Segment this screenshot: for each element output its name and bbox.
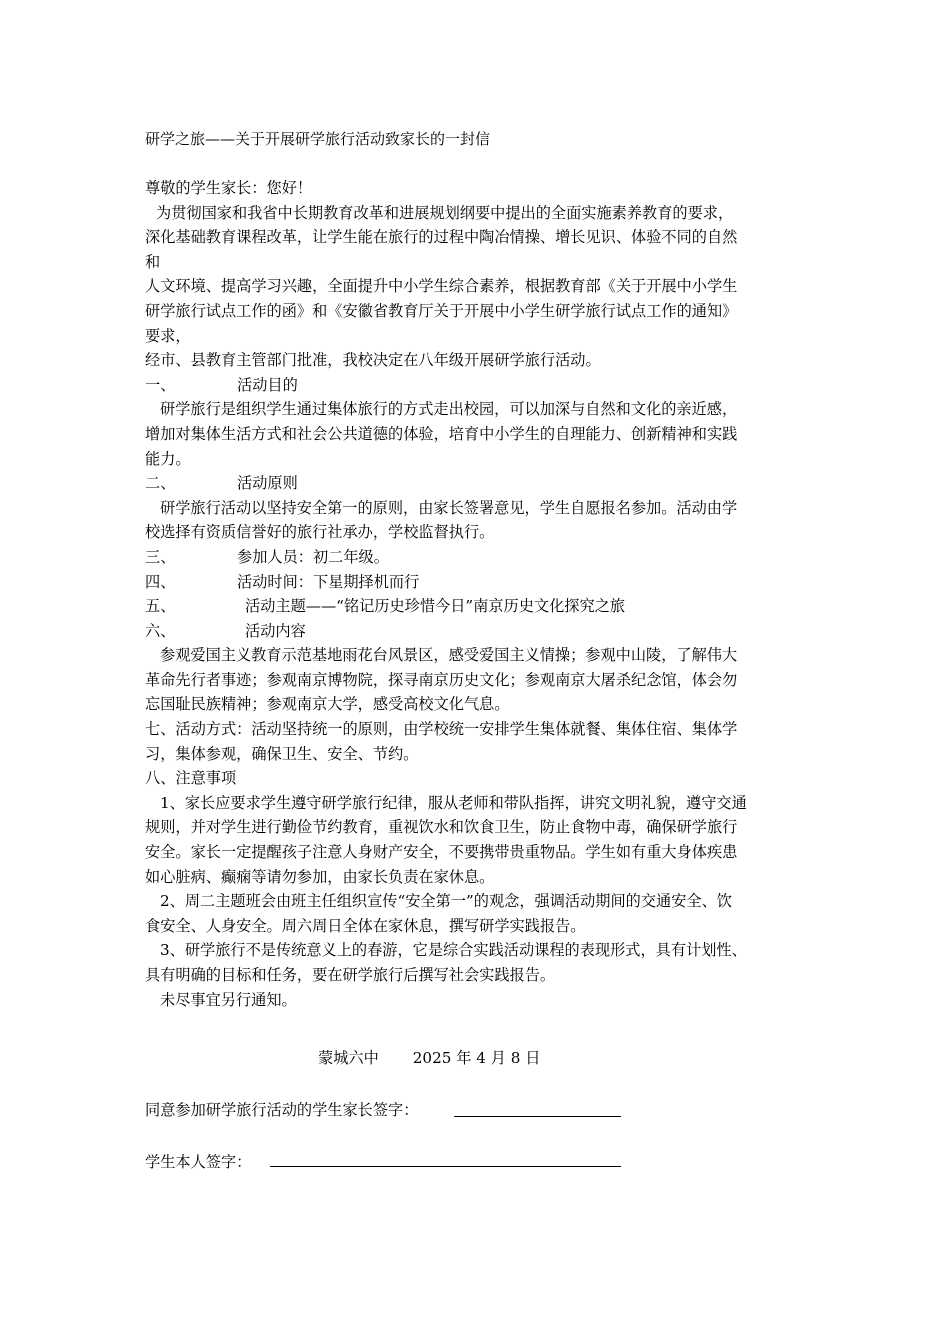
intro-line: 经市、县教育主管部门批准，我校决定在八年级开展研学旅行活动。 bbox=[145, 351, 601, 370]
notice-text: 食安全、人身安全。周六周日全体在家休息，撰写研学实践报告。 bbox=[145, 916, 586, 935]
intro-line: 研学旅行试点工作的函》和《安徽省教育厅关于开展中小学生研学旅行试点工作的通知》 bbox=[145, 301, 738, 320]
section-text: 增加对集体生活方式和社会公共道德的体验，培育中小学生的自理能力、创新精神和实践 bbox=[145, 424, 738, 443]
notice-text: 如心脏病、癫痫等请勿参加，由家长负责在家休息。 bbox=[145, 867, 495, 886]
section-heading-8: 八、注意事项 bbox=[145, 769, 237, 788]
section-number: 五、 bbox=[145, 597, 176, 616]
intro-line: 人文环境、提高学习兴趣，全面提升中小学生综合素养，根据教育部《关于开展中小学生 bbox=[145, 277, 738, 296]
notice-text: 1、家长应要求学生遵守研学旅行纪律，服从老师和带队指挥，讲究文明礼貌，遵守交通 bbox=[160, 793, 747, 812]
section-label: 活动主题——“铭记历史珍惜今日”南京历史文化探究之旅 bbox=[245, 597, 626, 616]
letter-body bbox=[145, 176, 820, 1012]
notice-text: 安全。家长一定提醒孩子注意人身财产安全，不要携带贵重物品。学生如有重大身体疾患 bbox=[145, 843, 738, 862]
section-label: 参加人员：初二年级。 bbox=[237, 547, 389, 566]
section-heading-5 bbox=[145, 594, 820, 619]
notice-text: 具有明确的目标和任务，要在研学旅行后撰写社会实践报告。 bbox=[145, 966, 556, 984]
section-label: 活动原则 bbox=[237, 474, 298, 493]
section-text: 参观爱国主义教育示范基地雨花台风景区，感受爱国主义情操；参观中山陵，了解伟大 bbox=[160, 646, 738, 665]
section-heading-3 bbox=[145, 545, 820, 570]
section-number: 六、 bbox=[145, 621, 176, 640]
section-heading-6 bbox=[145, 619, 820, 644]
section-text: 研学旅行活动以坚持安全第一的原则，由家长签署意见，学生自愿报名参加。活动由学 bbox=[160, 498, 738, 517]
closing-text: 未尽事宜另行通知。 bbox=[160, 990, 297, 1009]
section-heading-1 bbox=[145, 373, 820, 398]
notice-text: 规则，并对学生进行勤俭节约教育，重视饮水和饮食卫生，防止食物中毒，确保研学旅行 bbox=[145, 818, 738, 837]
student-signature-label: 学生本人签字： bbox=[145, 1153, 252, 1171]
section-text: 习，集体参观，确保卫生、安全、节约。 bbox=[145, 744, 419, 763]
letter-date: 2025 年 4 月 8 日 bbox=[412, 1049, 541, 1067]
section-text: 七、活动方式：活动坚持统一的原则，由学校统一安排学生集体就餐、集体住宿、集体学 bbox=[145, 720, 738, 739]
section-text: 忘国耻民族精神；参观南京大学，感受高校文化气息。 bbox=[145, 695, 510, 714]
greeting: 尊敬的学生家长：您好！ bbox=[145, 179, 313, 197]
section-number: 四、 bbox=[145, 572, 176, 591]
letter-title: 研学之旅——关于开展研学旅行活动致家长的一封信 bbox=[145, 130, 491, 148]
section-number: 一、 bbox=[145, 375, 176, 394]
parent-signature-line[interactable] bbox=[454, 1116, 621, 1117]
section-number: 二、 bbox=[145, 474, 176, 493]
section-text: 革命先行者事迹；参观南京博物院，探寻南京历史文化；参观南京大屠杀纪念馆，体会勿 bbox=[145, 670, 738, 689]
section-label: 活动目的 bbox=[237, 375, 298, 394]
section-label: 活动时间：下星期择机而行 bbox=[237, 572, 420, 591]
intro-line: 和 bbox=[145, 252, 161, 271]
notice-text: 3、研学旅行不是传统意义上的春游，它是综合实践活动课程的表现形式，具有计划性、 bbox=[160, 941, 747, 960]
student-signature-line[interactable] bbox=[270, 1166, 621, 1167]
section-label: 活动内容 bbox=[245, 621, 306, 640]
intro-line: 要求， bbox=[145, 326, 191, 345]
section-text: 能力。 bbox=[145, 449, 191, 468]
section-text: 研学旅行是组织学生通过集体旅行的方式走出校园，可以加深与自然和文化的亲近感， bbox=[160, 400, 738, 419]
section-number: 三、 bbox=[145, 547, 176, 566]
section-text: 校选择有资质信誉好的旅行社承办，学校监督执行。 bbox=[145, 523, 495, 542]
parent-signature-label: 同意参加研学旅行活动的学生家长签字： bbox=[145, 1101, 419, 1119]
intro-line: 深化基础教育课程改革，让学生能在旅行的过程中陶冶情操、增长见识、体验不同的自然 bbox=[145, 228, 738, 247]
footer-signoff bbox=[318, 1047, 540, 1069]
section-heading-4 bbox=[145, 570, 820, 595]
notice-text: 2、周二主题班会由班主任组织宣传“安全第一”的观念，强调活动期间的交通安全、饮 bbox=[160, 892, 732, 911]
intro-line: 为贯彻国家和我省中长期教育改革和进展规划纲要中提出的全面实施素养教育的要求， bbox=[156, 203, 734, 222]
section-heading-2 bbox=[145, 471, 820, 496]
school-name: 蒙城六中 bbox=[318, 1049, 379, 1067]
